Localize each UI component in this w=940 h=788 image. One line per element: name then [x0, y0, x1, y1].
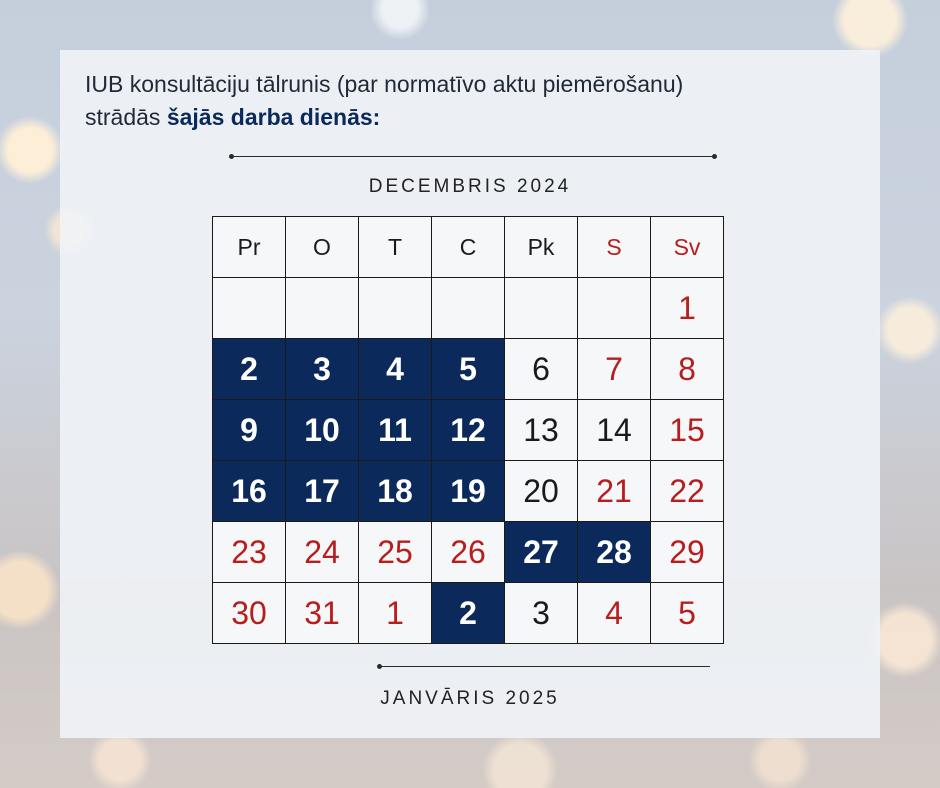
working-day-cell: 18: [359, 461, 432, 522]
weekday-thu: C: [432, 217, 505, 278]
working-day-cell: 10: [286, 400, 359, 461]
working-day-cell: 2: [213, 339, 286, 400]
working-day-cell: 3: [286, 339, 359, 400]
working-day-cell: 12: [432, 400, 505, 461]
day-cell: [432, 278, 505, 339]
working-day-cell: 27: [505, 522, 578, 583]
weekday-tue: O: [286, 217, 359, 278]
working-day-cell: 5: [432, 339, 505, 400]
day-cell: [359, 278, 432, 339]
weekday-fri: Pk: [505, 217, 578, 278]
bottom-divider: [380, 666, 710, 667]
top-divider: [232, 156, 714, 157]
day-cell: 20: [505, 461, 578, 522]
day-cell: [578, 278, 651, 339]
day-cell: 1: [651, 278, 724, 339]
day-cell: 29: [651, 522, 724, 583]
day-cell: 8: [651, 339, 724, 400]
announcement-card: [60, 50, 880, 738]
month-title: DECEMBRIS 2024: [368, 176, 572, 197]
intro-line-1: IUB konsultāciju tālrunis (par normatīvo aktu piemērošanu): [85, 71, 684, 97]
working-day-cell: 4: [359, 339, 432, 400]
day-cell: 25: [359, 522, 432, 583]
day-cell: 13: [505, 400, 578, 461]
day-cell: 22: [651, 461, 724, 522]
day-cell: 23: [213, 522, 286, 583]
day-cell: 31: [286, 583, 359, 644]
day-cell: [286, 278, 359, 339]
weekday-mon: Pr: [213, 217, 286, 278]
day-cell: [213, 278, 286, 339]
working-day-cell: 17: [286, 461, 359, 522]
working-day-cell: 16: [213, 461, 286, 522]
working-day-cell: 2: [432, 583, 505, 644]
intro-highlight: šajās darba dienās:: [166, 104, 381, 130]
weekday-sun: Sv: [651, 217, 724, 278]
weekday-header-row: [213, 217, 724, 278]
intro-line-2-plain: strādās: [85, 104, 167, 130]
working-day-cell: 19: [432, 461, 505, 522]
day-cell: 7: [578, 339, 651, 400]
calendar-grid: [212, 216, 724, 644]
day-cell: 3: [505, 583, 578, 644]
day-cell: 24: [286, 522, 359, 583]
week-row: [213, 583, 724, 644]
day-cell: 5: [651, 583, 724, 644]
day-cell: [505, 278, 578, 339]
working-day-cell: 9: [213, 400, 286, 461]
intro-line-2: [85, 101, 865, 134]
day-cell: 1: [359, 583, 432, 644]
intro-text: [85, 68, 865, 134]
day-cell: 21: [578, 461, 651, 522]
day-cell: 4: [578, 583, 651, 644]
day-cell: 26: [432, 522, 505, 583]
week-row: [213, 461, 724, 522]
week-row: [213, 400, 724, 461]
week-row: [213, 522, 724, 583]
week-row: [213, 339, 724, 400]
day-cell: 30: [213, 583, 286, 644]
working-day-cell: 28: [578, 522, 651, 583]
week-row: [213, 278, 724, 339]
day-cell: 15: [651, 400, 724, 461]
day-cell: 14: [578, 400, 651, 461]
weekday-wed: T: [359, 217, 432, 278]
day-cell: 6: [505, 339, 578, 400]
working-day-cell: 11: [359, 400, 432, 461]
next-month-label: JANVĀRIS 2025: [380, 688, 560, 709]
weekday-sat: S: [578, 217, 651, 278]
